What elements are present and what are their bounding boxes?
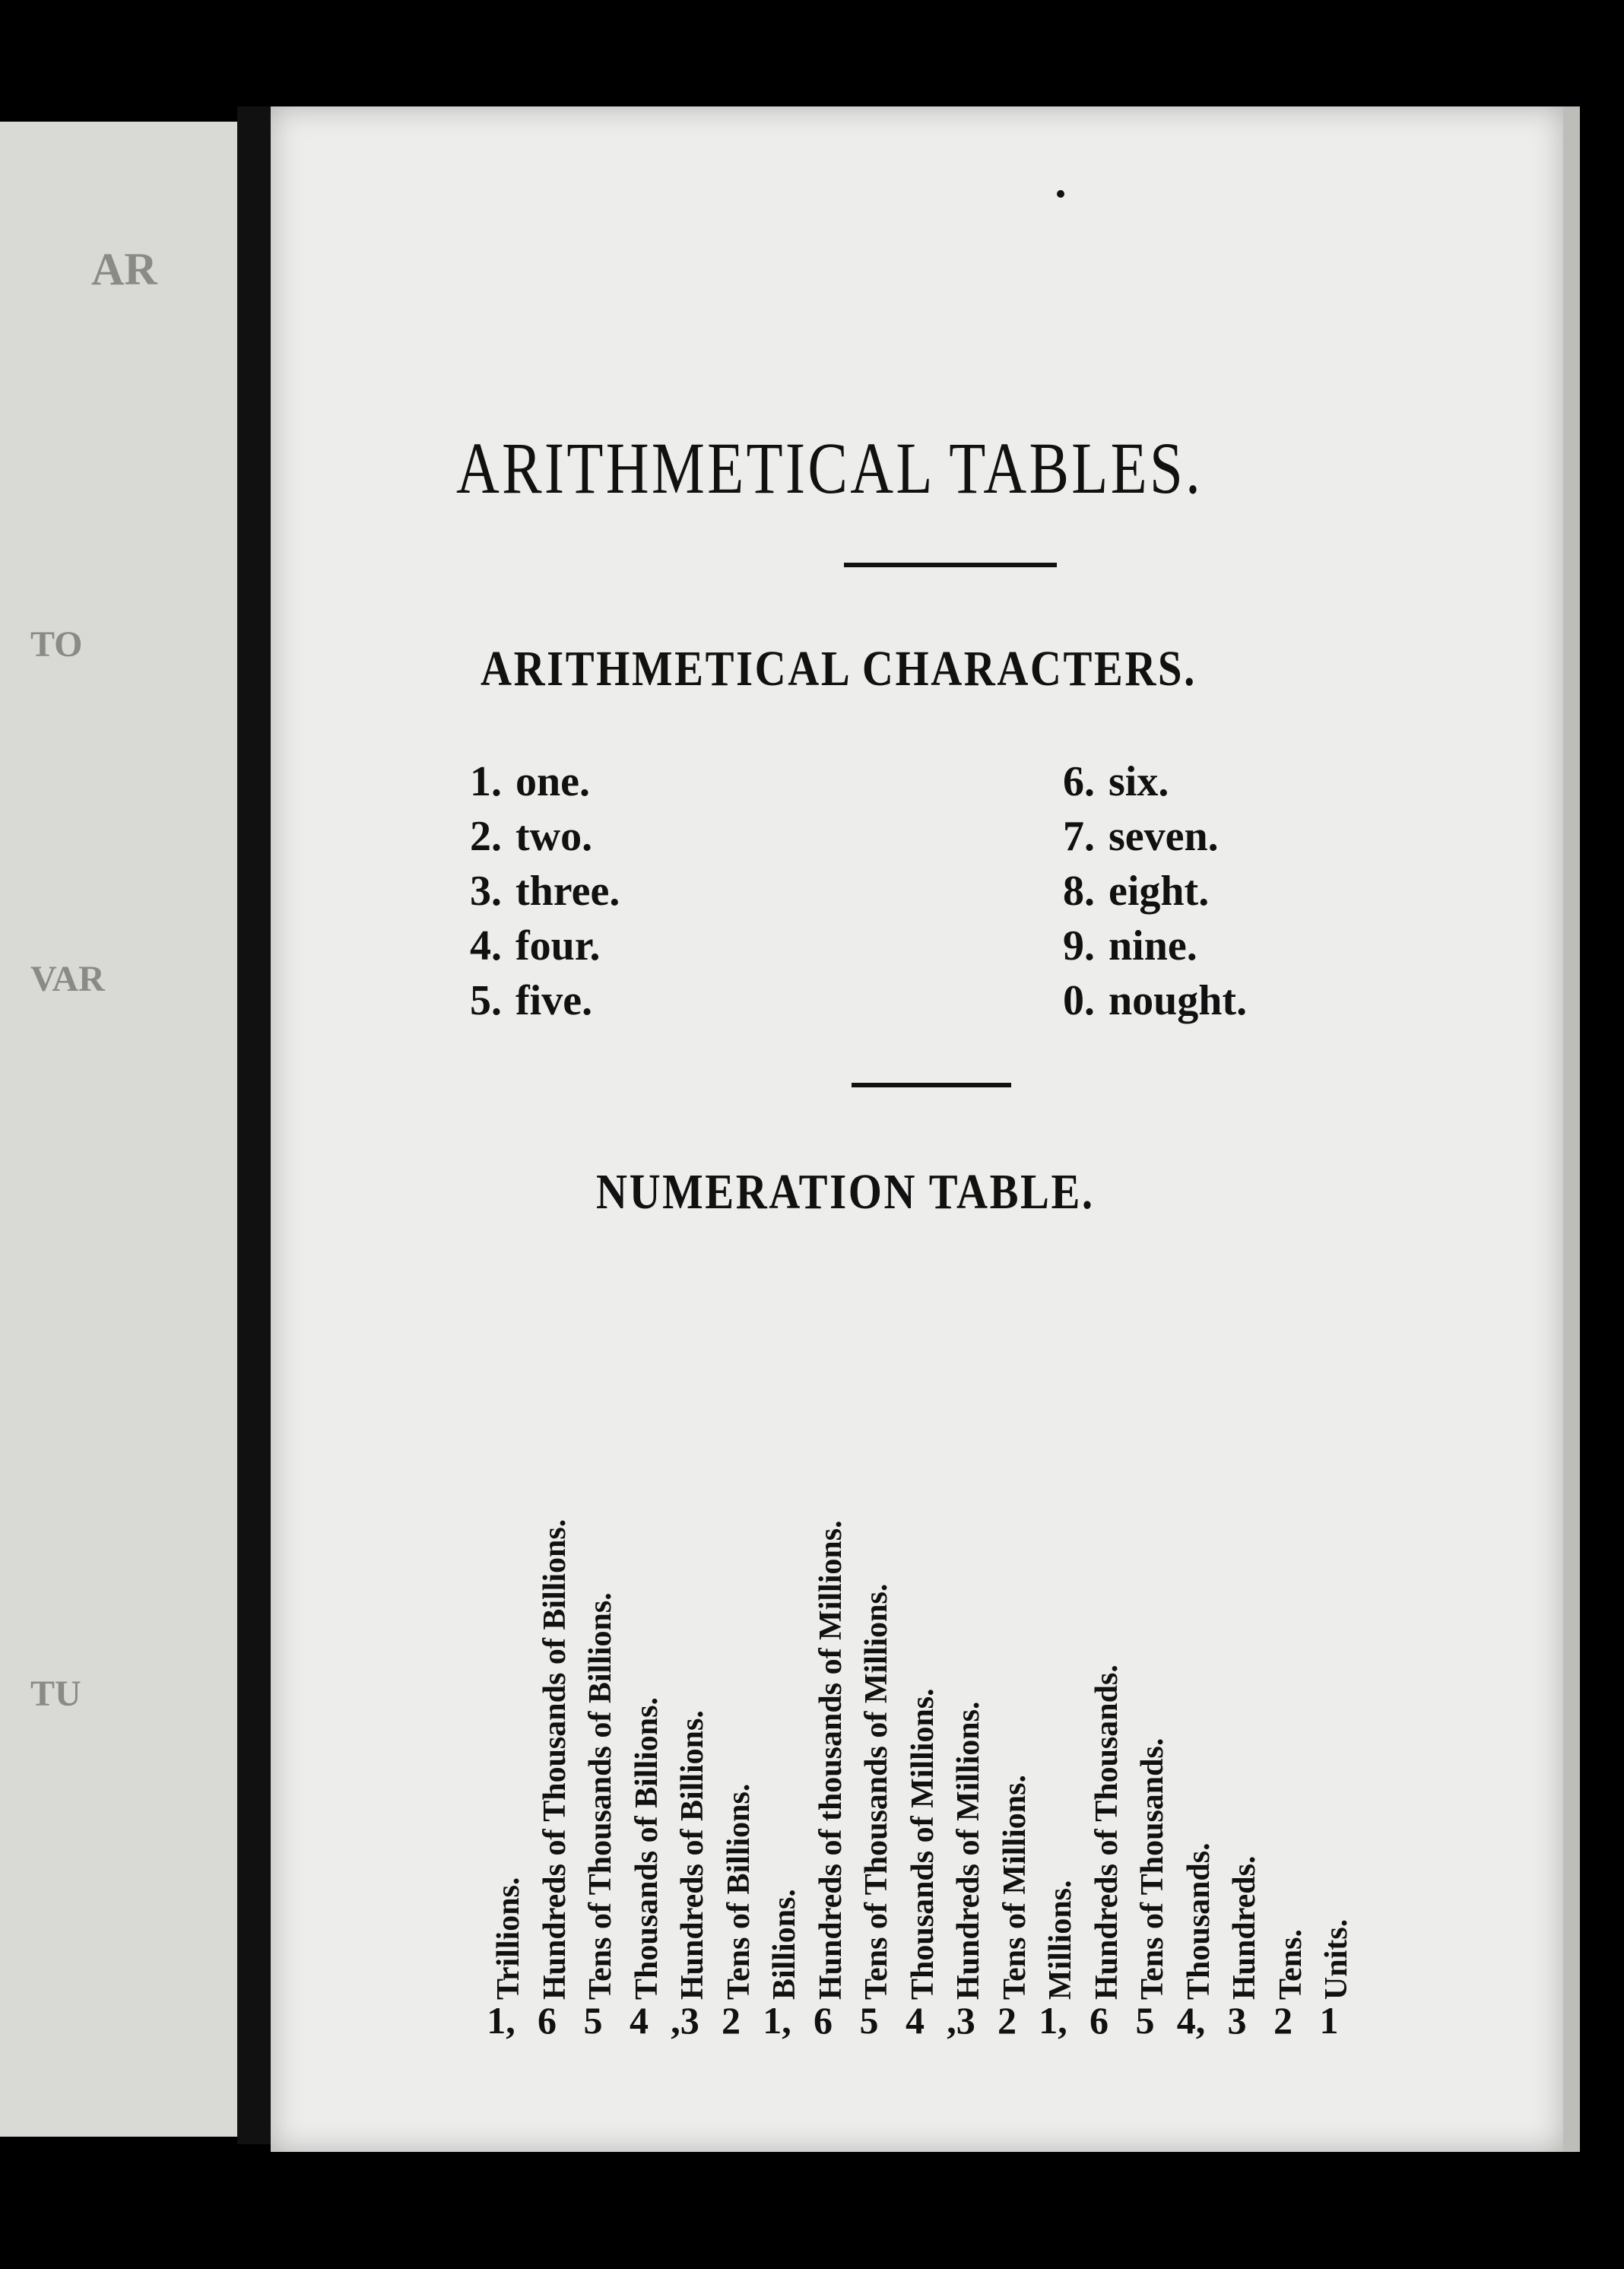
place-label: Tens of Thousands of Billions. [583,1592,618,2000]
place-label: Tens of Thousands. [1135,1737,1170,2000]
character-item: 2. two. [470,813,593,860]
place-digit: 4 [906,1999,925,2042]
place-label: Hundreds of Billions. [675,1710,710,2000]
place-digit: 1 [1319,1999,1339,2042]
place-label-column [993,1239,1037,2000]
place-digit: 2 [1274,1999,1293,2042]
title-rule [844,563,1057,567]
page-edge [1563,106,1580,2152]
place-label: Units. [1319,1918,1354,2000]
print-speck [1057,190,1064,198]
place-label-column [901,1239,945,2000]
book-gutter [237,106,271,2144]
page-title: ARITHMETICAL TABLES. [456,427,1204,509]
place-label-column [671,1239,715,2000]
place-label-column [1223,1239,1267,2000]
place-label-column [1269,1239,1313,2000]
place-label: Thousands of Millions. [905,1688,940,2000]
facing-page-bleed: VAR [30,959,105,999]
place-label: Trillions. [491,1877,526,2000]
place-label: Tens. [1273,1928,1308,2000]
place-label-column [1315,1239,1359,2000]
numeration-place-labels [456,1194,1384,2000]
place-label: Thousands of Billions. [629,1696,665,2000]
character-item: 3. three. [470,868,620,915]
facing-page-bleed: TU [30,1674,81,1714]
place-digit: 5 [1135,1999,1155,2042]
characters-list-left [426,754,620,1028]
character-item: 9. nine. [1063,922,1197,969]
place-label-column [1085,1239,1129,2000]
place-digit: 4, [1176,1999,1206,2042]
place-label: Hundreds. [1227,1855,1262,2000]
place-label-column [855,1239,899,2000]
place-label: Hundreds of Thousands. [1089,1664,1124,2000]
place-label: Hundreds of Millions. [951,1701,986,2000]
place-digit: 2 [722,1999,741,2042]
place-label-column [763,1239,807,2000]
place-digit: 5 [583,1999,603,2042]
place-label: Billions. [767,1889,802,2000]
character-item: 1. one. [470,758,590,805]
place-digit: 5 [859,1999,879,2042]
numeration-heading: NUMERATION TABLE. [596,1164,1095,1220]
place-digit: 1, [1039,1999,1067,2042]
place-digit: 6 [538,1999,557,2042]
place-label: Hundreds of thousands of Millions. [813,1520,848,2000]
place-digit: 1, [487,1999,515,2042]
place-digit: ,3 [671,1999,699,2042]
characters-list-right [1019,754,1247,1028]
place-digit: 1, [763,1999,791,2042]
place-label-column [579,1239,623,2000]
place-label-column [717,1239,761,2000]
place-digit: ,3 [947,1999,975,2042]
character-item: 4. four. [470,922,601,969]
place-label-column [533,1239,577,2000]
place-label: Tens of Thousands of Millions. [859,1583,894,2000]
place-label-column [1131,1239,1175,2000]
place-digit: 6 [1090,1999,1109,2042]
place-label-column [947,1239,991,2000]
numeration-digits [456,1998,1384,2052]
place-digit: 3 [1227,1999,1247,2042]
place-label: Tens of Billions. [721,1783,756,2000]
place-label: Millions. [1043,1880,1078,2000]
place-label-column [809,1239,853,2000]
character-item: 5. five. [470,977,593,1024]
characters-rule [852,1083,1011,1087]
facing-page [0,122,237,2137]
place-label-column [1177,1239,1221,2000]
characters-heading: ARITHMETICAL CHARACTERS. [481,641,1197,697]
place-digit: 6 [814,1999,833,2042]
place-label-column [1039,1239,1083,2000]
place-label-column [625,1239,669,2000]
facing-page-bleed: AR [91,244,157,294]
facing-page-bleed: TO [30,624,83,665]
place-digit: 2 [998,1999,1017,2042]
place-label-column [487,1239,531,2000]
character-item: 0. nought. [1063,977,1248,1024]
character-item: 7. seven. [1063,813,1219,860]
place-digit: 4 [630,1999,649,2042]
place-label: Thousands. [1181,1842,1216,2000]
character-item: 8. eight. [1063,868,1210,915]
place-label: Hundreds of Thousands of Billions. [537,1518,573,2000]
place-label: Tens of Millions. [997,1774,1032,2000]
character-item: 6. six. [1063,758,1169,805]
